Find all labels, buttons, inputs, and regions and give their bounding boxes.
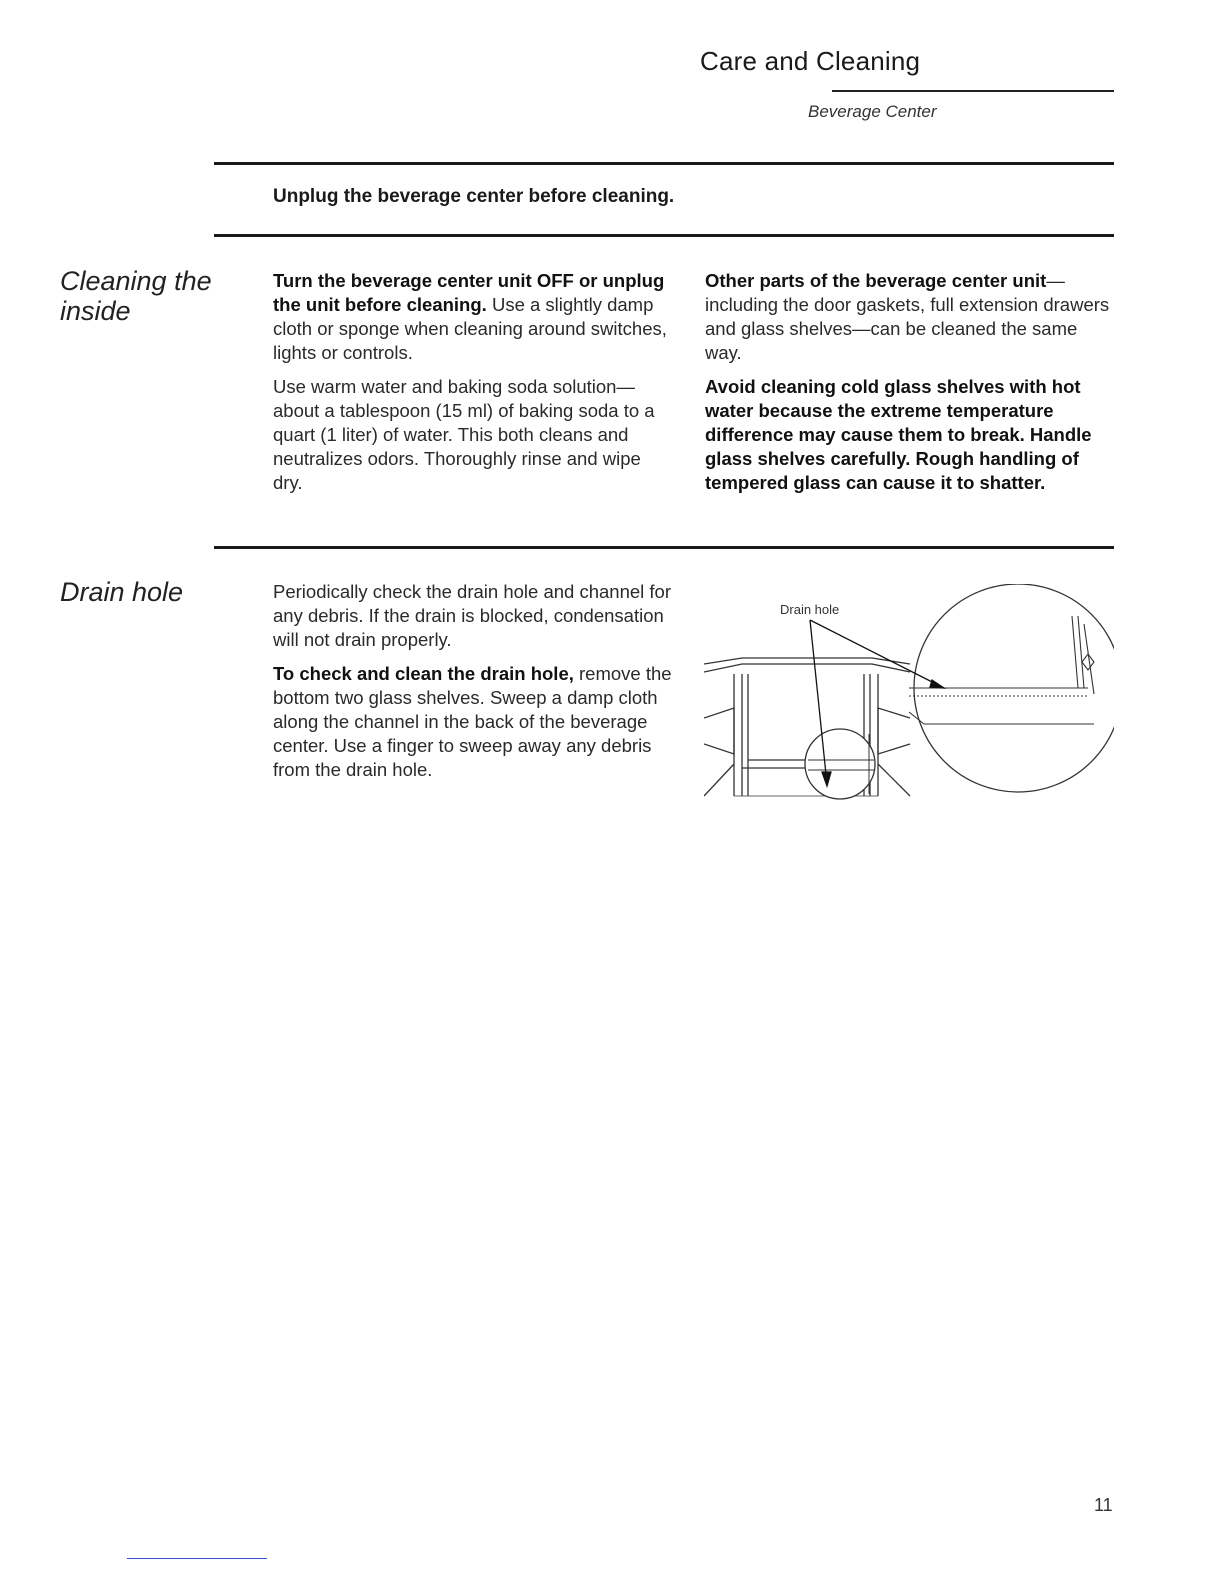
cleaning-inside-paragraph (273, 269, 673, 365)
cleaning-inside-title-line2: inside (60, 296, 131, 326)
cleaning-inside-paragraph: Use warm water and baking soda solution—about a tablespoon (15 ml) of baking soda to a quart (1 liter) of water. This both cleans and neutralizes odors. Thoroughly rinse and wipe dry. (273, 376, 655, 493)
divider (214, 162, 1114, 165)
section-header-title: Care and Cleaning (700, 46, 921, 76)
bold-lead: To check and clean the drain hole, (273, 663, 574, 684)
drain-hole-paragraph: Periodically check the drain hole and channel for any debris. If the drain is blocked, condensation will not drain properly. (273, 581, 671, 650)
page-number: 11 (1094, 1495, 1113, 1515)
footer-link-underline (127, 1558, 267, 1559)
diagram-label: Drain hole (780, 602, 840, 617)
section-header-subtitle: Beverage Center (808, 102, 937, 121)
paragraph-text: —including the door gaskets, full extension drawers and glass shelves—can be cleaned the same way. (705, 270, 1110, 363)
drain-hole-paragraph (273, 662, 673, 782)
divider (214, 234, 1114, 237)
unplug-warning: Unplug the beverage center before cleaning. (273, 186, 675, 207)
cleaning-inside-title-line1: Cleaning the (60, 266, 212, 296)
drain-hole-title: Drain hole (60, 577, 184, 607)
drain-hole-diagram (704, 584, 1114, 800)
cleaning-inside-right-column (705, 269, 1117, 505)
drain-hole-column (273, 580, 673, 792)
cleaning-inside-left-column (273, 269, 673, 505)
paragraph-text: Use a slightly damp cloth or sponge when cleaning around switches, lights or controls. (273, 294, 667, 363)
bold-lead: Turn the beverage center unit OFF or unplug the unit before cleaning. (273, 270, 665, 315)
glass-shelf-warning: Avoid cleaning cold glass shelves with hot water because the extreme temperature difference may cause them to break. Handle glass shelves carefully. Rough handling of tempered glass can cause it to shatter. (705, 376, 1092, 493)
header-rule (832, 90, 1114, 92)
cleaning-inside-title (60, 266, 212, 326)
bold-lead: Other parts of the beverage center unit (705, 270, 1047, 291)
divider (214, 546, 1114, 549)
cleaning-inside-paragraph (705, 269, 1117, 365)
paragraph-text: remove the bottom two glass shelves. Sweep a damp cloth along the channel in the back of the beverage center. Use a finger to sweep away any debris from the drain hole. (273, 663, 672, 780)
